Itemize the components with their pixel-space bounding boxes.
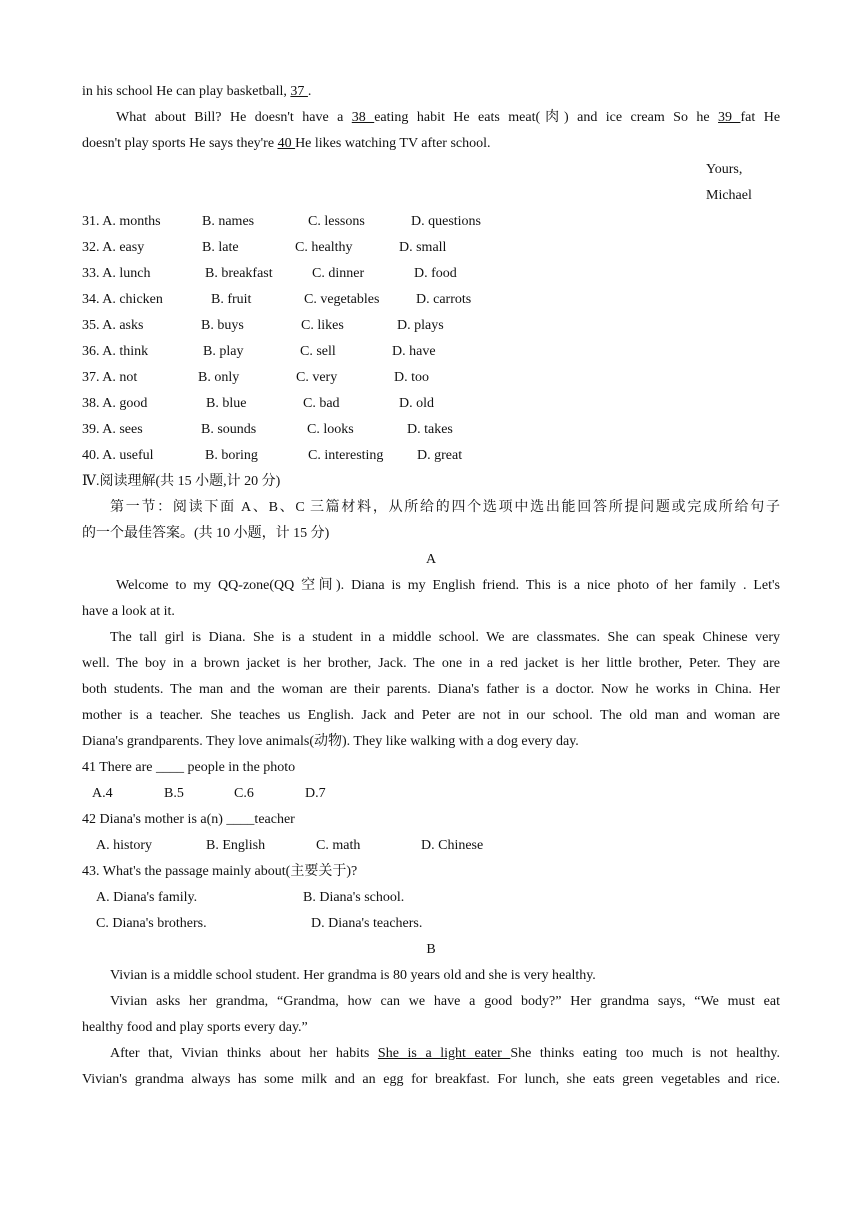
- question-41: 41 There are ____ people in the photo: [82, 760, 296, 775]
- cloze-option[interactable]: D. carrots: [416, 292, 472, 307]
- cloze-option-row: [82, 313, 780, 339]
- option[interactable]: B. Diana's school.: [303, 890, 405, 905]
- blank-39: 39: [718, 110, 741, 125]
- passage-b-label: B: [426, 942, 436, 957]
- cloze-option[interactable]: 38. A. good: [82, 396, 148, 411]
- question-43: 43. What's the passage mainly about(主要关于)?: [82, 864, 358, 879]
- blank-37: 37: [290, 84, 308, 99]
- cloze-option-row: [82, 287, 780, 313]
- passage-a-paragraph: Diana's grandparents. They love animals(动物). They like walking with a dog every day.: [82, 734, 579, 749]
- cloze-option[interactable]: D. plays: [397, 318, 444, 333]
- cloze-option-row: [82, 235, 780, 261]
- cloze-options-list: [82, 209, 780, 469]
- question-43-options: [82, 911, 780, 937]
- letter-text: .: [307, 84, 312, 99]
- cloze-option[interactable]: 34. A. chicken: [82, 292, 163, 307]
- letter-text: doesn't play sports He says they're: [82, 136, 278, 151]
- letter-text: eating habit He eats meat(肉) and ice cream So he: [374, 110, 719, 125]
- option[interactable]: B. English: [206, 838, 266, 853]
- cloze-option[interactable]: 40. A. useful: [82, 448, 154, 463]
- letter-line: [82, 79, 780, 105]
- option[interactable]: D.7: [305, 786, 326, 801]
- cloze-option[interactable]: 39. A. sees: [82, 422, 143, 437]
- cloze-option[interactable]: C. looks: [307, 422, 354, 437]
- cloze-option[interactable]: C. very: [296, 370, 338, 385]
- document-page: [82, 79, 780, 1093]
- cloze-option-row: [82, 339, 780, 365]
- option[interactable]: A.4: [92, 786, 113, 801]
- passage-text: She thinks eating too much is not healthy.: [510, 1046, 780, 1061]
- cloze-option-row: [82, 391, 780, 417]
- cloze-option-row: [82, 261, 780, 287]
- cloze-option[interactable]: C. healthy: [295, 240, 353, 255]
- passage-b-paragraph: [82, 1041, 780, 1067]
- cloze-option[interactable]: B. breakfast: [205, 266, 273, 281]
- cloze-option[interactable]: 31. A. months: [82, 214, 161, 229]
- cloze-option[interactable]: B. sounds: [201, 422, 257, 437]
- cloze-option-row: [82, 443, 780, 469]
- letter-text: What about Bill? He doesn't have a: [116, 110, 352, 125]
- letter-paragraph: [82, 105, 780, 131]
- cloze-option-row: [82, 365, 780, 391]
- passage-b-paragraph: Vivian's grandma always has some milk and an egg for breakfast. For lunch, she eats green vegetables and rice.: [82, 1072, 780, 1087]
- passage-text: After that, Vivian thinks about her habits: [110, 1046, 378, 1061]
- cloze-option[interactable]: 32. A. easy: [82, 240, 145, 255]
- passage-b-paragraph: healthy food and play sports every day.”: [82, 1020, 308, 1035]
- section-heading: Ⅳ.阅读理解(共 15 小题,计 20 分): [82, 474, 281, 489]
- option[interactable]: B.5: [164, 786, 184, 801]
- passage-a-paragraph: mother is a teacher. She teaches us English. Jack and Peter are not in our school. The old man and woman are: [82, 708, 780, 723]
- letter-text: fat He: [740, 110, 781, 125]
- cloze-option[interactable]: D. takes: [407, 422, 453, 437]
- cloze-option[interactable]: B. names: [202, 214, 255, 229]
- option[interactable]: D. Chinese: [421, 838, 484, 853]
- cloze-option[interactable]: B. buys: [201, 318, 244, 333]
- cloze-option[interactable]: 35. A. asks: [82, 318, 144, 333]
- option[interactable]: C. Diana's brothers.: [96, 916, 207, 931]
- cloze-option[interactable]: C. lessons: [308, 214, 365, 229]
- option[interactable]: A. history: [96, 838, 152, 853]
- cloze-option[interactable]: D. old: [399, 396, 434, 411]
- blank-40: 40: [277, 136, 296, 151]
- option[interactable]: A. Diana's family.: [96, 890, 198, 905]
- cloze-option[interactable]: B. blue: [206, 396, 247, 411]
- cloze-option[interactable]: C. sell: [300, 344, 336, 359]
- question-43-options: [82, 885, 780, 911]
- section-instruction: 的一个最佳答案。(共 10 小题，计 15 分): [82, 526, 330, 541]
- letter-closing: Yours,: [706, 162, 743, 177]
- passage-a-paragraph: Welcome to my QQ-zone(QQ 空间). Diana is my English friend. This is a nice photo of her family . Let's: [116, 578, 780, 593]
- passage-a-paragraph: The tall girl is Diana. She is a student in a middle school. We are classmates. She can speak Chinese very: [110, 630, 780, 645]
- passage-a-paragraph: both students. The man and the woman are their parents. Diana's father is a doctor. Now he works in China. Her: [82, 682, 780, 697]
- underlined-sentence: She is a light eater: [377, 1046, 511, 1061]
- cloze-option[interactable]: D. great: [417, 448, 463, 463]
- cloze-option[interactable]: C. likes: [301, 318, 344, 333]
- cloze-option[interactable]: C. bad: [303, 396, 340, 411]
- cloze-option[interactable]: D. food: [414, 266, 457, 281]
- question-42: 42 Diana's mother is a(n) ____teacher: [82, 812, 295, 827]
- cloze-option[interactable]: B. play: [203, 344, 244, 359]
- passage-b-paragraph: Vivian is a middle school student. Her grandma is 80 years old and she is very healthy.: [110, 968, 596, 983]
- cloze-option[interactable]: D. too: [394, 370, 429, 385]
- letter-text: He likes watching TV after school.: [295, 136, 491, 151]
- cloze-option[interactable]: D. questions: [411, 214, 481, 229]
- option[interactable]: C. math: [316, 838, 361, 853]
- option[interactable]: D. Diana's teachers.: [311, 916, 423, 931]
- cloze-option[interactable]: B. late: [202, 240, 239, 255]
- cloze-option[interactable]: B. only: [198, 370, 240, 385]
- passage-b-paragraph: Vivian asks her grandma, “Grandma, how can we have a good body?” Her grandma says, “We must eat: [110, 994, 780, 1009]
- cloze-option[interactable]: 33. A. lunch: [82, 266, 151, 281]
- passage-a-paragraph: have a look at it.: [82, 604, 175, 619]
- passage-a-label: A: [425, 552, 437, 567]
- cloze-option[interactable]: B. boring: [205, 448, 258, 463]
- letter-text: in his school He can play basketball,: [82, 84, 291, 99]
- option[interactable]: C.6: [234, 786, 254, 801]
- cloze-option-row: [82, 209, 780, 235]
- cloze-option[interactable]: D. have: [392, 344, 436, 359]
- section-instruction: 第一节：阅读下面 A、B、C 三篇材料，从所给的四个选项中选出能回答所提问题或完成所给句子: [110, 500, 780, 515]
- question-41-options: [82, 781, 780, 807]
- cloze-option[interactable]: C. dinner: [312, 266, 365, 281]
- letter-line: [82, 131, 780, 157]
- blank-38: 38: [351, 110, 375, 125]
- question-42-options: [82, 833, 780, 859]
- cloze-option[interactable]: D. small: [399, 240, 447, 255]
- passage-a-paragraph: well. The boy in a brown jacket is her brother, Jack. The one in a red jacket is her little brother, Peter. They are: [82, 656, 780, 671]
- cloze-option[interactable]: B. fruit: [211, 292, 252, 307]
- cloze-option[interactable]: C. vegetables: [304, 292, 380, 307]
- cloze-option[interactable]: 36. A. think: [82, 344, 149, 359]
- cloze-option[interactable]: 37. A. not: [82, 370, 138, 385]
- letter-signature: Michael: [706, 188, 752, 203]
- cloze-option-row: [82, 417, 780, 443]
- cloze-option[interactable]: C. interesting: [308, 448, 384, 463]
